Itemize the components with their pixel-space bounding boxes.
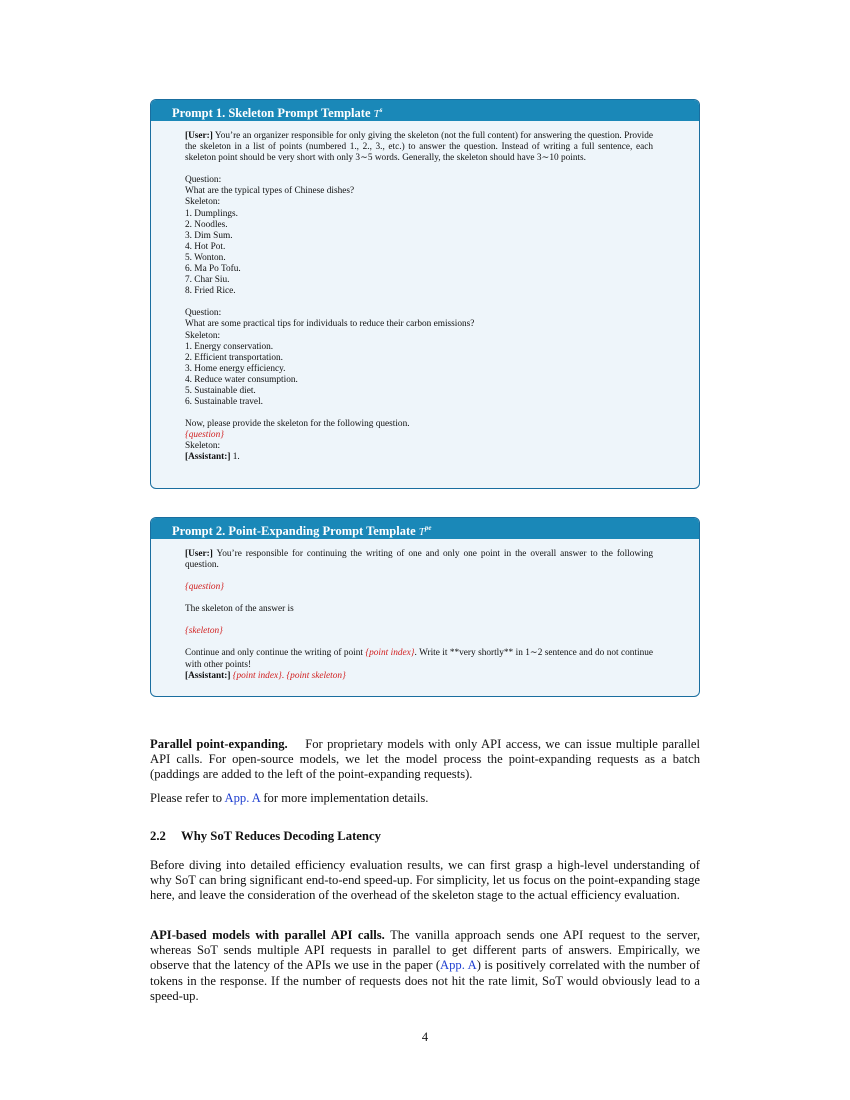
question-label: Question: [185,175,222,186]
prompt1-body [151,121,699,464]
user-tag: [User:] [185,549,213,559]
prompt1-title: Prompt 1. Skeleton Prompt Template [172,106,371,121]
question-2: What are some practical tips for individuals to reduce their carbon emissions? [185,319,475,330]
point-index-variable: {point index} [365,648,415,659]
prompt1-box [150,99,700,489]
skeleton-label: Skeleton: [185,330,221,341]
prompt2-superscript: pe [424,524,432,532]
section-number: 2.2 [150,829,166,843]
prompt1-intro: [User:] You’re an organizer responsible for only giving the skeleton (not the full content) for answering the question. Provide the skeleton in a list of points (numbered 1., 2., 3., etc.) to answer the question. Instead of writing a full sentence, each skeleton point should be very short with only 3∼5 words. Generally, the skeleton should have 3∼10 points. [185,131,653,164]
assistant-text: 1. [232,452,240,463]
list-item: 7. Char Siu. [185,275,230,286]
point-skeleton-variable: {point skeleton} [286,670,346,681]
question-variable: {question} [185,582,224,593]
appendix-link[interactable]: App. A [224,791,261,805]
prompt2-intro: [User:] You’re responsible for continuing the writing of one and only one point in the overall answer to the following question. [185,549,653,571]
prompt1-superscript: s [379,106,383,114]
assistant-tag: [Assistant:] [185,452,231,463]
paragraph-api-models: API-based models with parallel API calls. The vanilla approach sends one API request to the server, whereas SoT sends multiple API requests in parallel to get different parts of answers. Empirically, we observe that the latency of the APIs we use in the paper (App. A) is positively correlated with the number of tokens in the response. If the number of requests does not hit the rate limit, SoT would obviously lead to a speed-up. [150,928,701,1003]
list-item: 1. Energy conservation. [185,341,274,352]
page-number: 4 [421,1030,429,1044]
prompt2-symbol: T [418,526,425,539]
prompt1-header [151,100,699,121]
paragraph-parallel-point-expanding: Parallel point-expanding. For proprietary models with only API access, we can issue multiple parallel API calls. For open-source models, we let the model process the point-expanding requests as a batch (paddings are added to the left of the point-expanding requests). [150,737,700,782]
paragraph-heading: API-based models with parallel API calls. [150,928,385,942]
list-item: 1. Dumplings. [185,208,238,219]
prompt2-body [151,539,699,682]
skeleton-label: Skeleton: [185,441,221,452]
question-variable: {question} [185,430,224,441]
q1-point-list [185,209,653,298]
list-item: 6. Sustainable travel. [185,397,263,408]
continue-instruction: Continue and only continue the writing of point {point index}. Write it **very shortly** in 1∼2 sentence and do not continue with other points! [185,648,654,670]
skeleton-intro: The skeleton of the answer is [185,604,294,615]
skeleton-variable: {skeleton} [185,626,223,637]
section-title: Why SoT Reduces Decoding Latency [181,829,381,843]
prompt1-symbol: T [373,108,380,121]
paragraph-refer: Please refer to App. A for more implementation details. [150,791,429,805]
list-item: 5. Sustainable diet. [185,385,256,396]
paragraph-heading: Parallel point-expanding. [150,737,288,751]
list-item: 2. Noodles. [185,219,228,230]
user-tag: [User:] [185,131,213,141]
assistant-line [185,452,653,463]
list-item: 3. Home energy efficiency. [185,363,286,374]
list-item: 4. Hot Pot. [185,241,226,252]
point-index-variable: {point index} [232,670,282,681]
question-label: Question: [185,308,222,319]
list-item: 6. Ma Po Tofu. [185,264,241,275]
prompt2-box [150,517,700,697]
skeleton-label: Skeleton: [185,197,221,208]
list-item: 3. Dim Sum. [185,230,233,241]
list-item: 8. Fried Rice. [185,286,236,297]
list-item: 2. Efficient transportation. [185,352,283,363]
paragraph-intro: Before diving into detailed efficiency evaluation results, we can first grasp a high-level understanding of why SoT can bring significant end-to-end speed-up. For simplicity, let us focus on the point-expanding stage here, and leave the consideration of the overhead of the skeleton stage to the actual efficiency evaluation. [150,858,700,903]
assistant-tag: [Assistant:] [185,670,231,681]
list-item: 5. Wonton. [185,252,226,263]
list-item: 4. Reduce water consumption. [185,374,298,385]
q2-point-list [185,342,653,409]
closing-instruction: Now, please provide the skeleton for the following question. [185,419,410,430]
appendix-link[interactable]: App. A [440,958,477,973]
prompt2-header [151,518,699,539]
prompt2-title: Prompt 2. Point-Expanding Prompt Template [172,524,416,539]
question-1: What are the typical types of Chinese dishes? [185,186,355,197]
assistant-line: [Assistant:] {point index}. {point skeleton} [185,670,346,681]
section-heading [150,829,381,844]
